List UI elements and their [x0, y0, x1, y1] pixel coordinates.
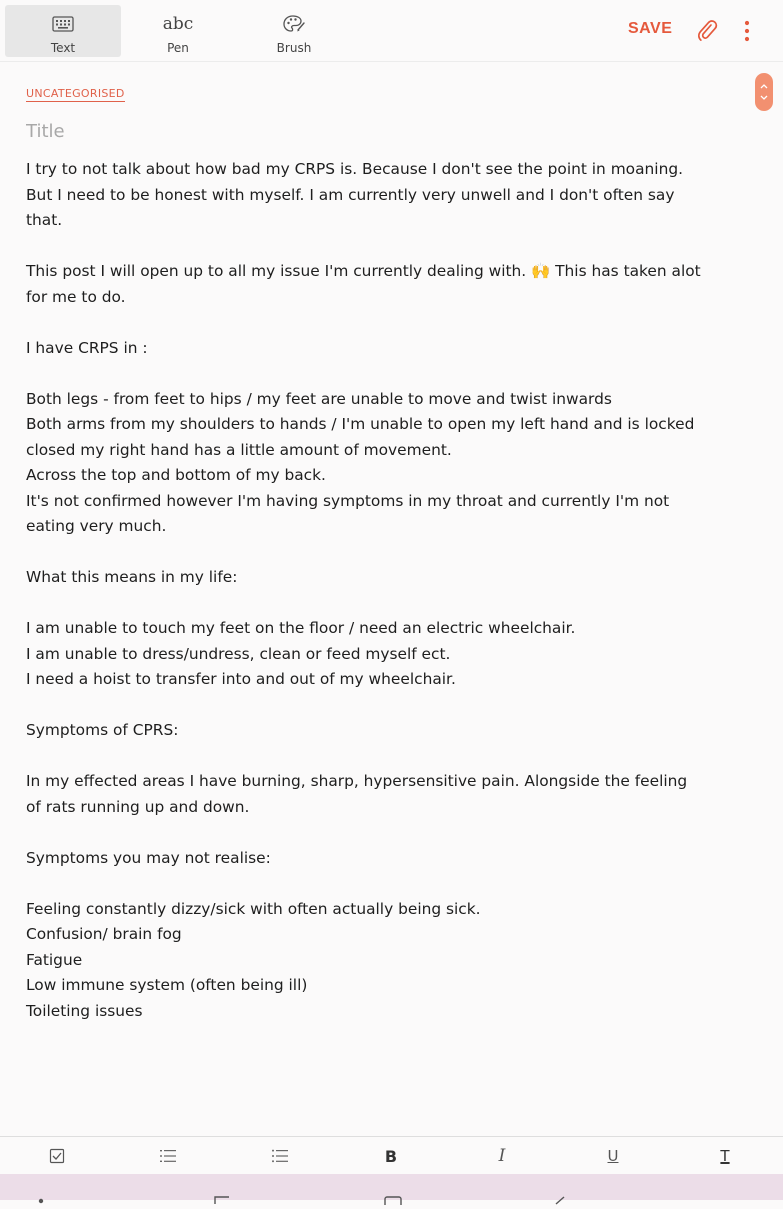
system-nav-bar [0, 1174, 783, 1200]
text-line: I am unable to dress/undress, clean or feed myself ect. [26, 644, 451, 663]
blank-line [26, 591, 756, 617]
note-body-editor[interactable] [26, 157, 756, 1024]
mode-tab-label: Pen [167, 41, 189, 55]
text-line: Symptoms of CPRS: [26, 721, 179, 739]
title-input[interactable] [26, 116, 726, 146]
blank-line [26, 820, 756, 846]
bold-button[interactable] [363, 1137, 419, 1175]
paperclip-icon[interactable] [696, 19, 718, 47]
italic-button[interactable] [474, 1137, 530, 1175]
text-line: I have CRPS in : [26, 338, 148, 357]
underline-button[interactable] [585, 1137, 641, 1175]
text-line: I need a hoist to transfer into and out of my wheelchair. [26, 670, 456, 688]
abc-pen-icon: abc [162, 14, 194, 34]
top-toolbar [0, 0, 783, 62]
checkbox-icon [49, 1148, 65, 1164]
text-line: of rats running up and down. [26, 797, 250, 816]
blank-line [26, 310, 756, 336]
mode-tab-text[interactable] [5, 5, 121, 57]
more-vert-icon[interactable] [738, 19, 756, 47]
text-line: Symptoms you may not realise: [26, 848, 271, 867]
scroll-arrows-icon [759, 79, 769, 105]
text-line: that. [26, 211, 63, 229]
mode-tab-label: Text [50, 41, 76, 55]
underline-icon: U [607, 1147, 619, 1165]
text-line: Confusion/ brain fog [26, 925, 182, 943]
text-line: This post I will open up to all my issue I'm currently dealing with. 🙌 This has taken alot [26, 262, 701, 280]
text-line: What this means in my life: [26, 568, 238, 586]
scroll-thumb[interactable] [755, 73, 773, 111]
text-line: I am unable to touch my feet on the floor / need an electric wheelchair. [26, 619, 576, 637]
format-toolbar [0, 1136, 783, 1174]
italic-icon: I [498, 1146, 506, 1166]
text-line: Feeling constantly dizzy/sick with often actually being sick. [26, 899, 481, 918]
numbered-list-button[interactable] [140, 1137, 196, 1175]
blank-line [26, 871, 756, 897]
blank-line [26, 361, 756, 387]
keyboard-icon [52, 11, 74, 37]
blank-line [26, 234, 756, 260]
bullet-list-button[interactable] [252, 1137, 308, 1175]
text-line: I try to not talk about how bad my CRPS is. Because I don't see the point in moaning. [26, 160, 683, 178]
text-line: But I need to be honest with myself. I am currently very unwell and I don't often say [26, 185, 675, 204]
blank-line [26, 693, 756, 719]
text-line: for me to do. [26, 287, 126, 306]
bold-icon: B [384, 1146, 398, 1166]
numbered-list-icon [159, 1148, 177, 1164]
mode-tab-pen[interactable] [120, 5, 236, 57]
text-style-button[interactable] [697, 1137, 753, 1175]
save-button[interactable]: SAVE [628, 20, 673, 37]
palette-icon [282, 11, 306, 37]
text-line: Fatigue [26, 950, 83, 969]
bullet-list-icon [271, 1148, 289, 1164]
mode-tab-label: Brush [276, 41, 312, 55]
checkbox-button[interactable] [29, 1137, 85, 1175]
text-line: Both arms from my shoulders to hands / I'm unable to open my left hand and is locked [26, 415, 695, 433]
text-line: In my effected areas I have burning, sharp, hypersensitive pain. Alongside the feeling [26, 772, 688, 790]
text-line: It's not confirmed however I'm having symptoms in my throat and currently I'm not [26, 491, 670, 510]
text-line: Both legs - from feet to hips / my feet are unable to move and twist inwards [26, 389, 612, 408]
blank-line [26, 744, 756, 770]
text-line: Low immune system (often being ill) [26, 976, 308, 994]
text-style-icon: T [720, 1147, 730, 1165]
category-label[interactable]: UNCATEGORISED [26, 87, 125, 100]
blank-line [26, 540, 756, 566]
text-line: Toileting issues [26, 1001, 143, 1020]
text-line: Across the top and bottom of my back. [26, 466, 326, 484]
text-line: eating very much. [26, 517, 167, 535]
mode-tab-brush[interactable] [236, 5, 352, 57]
text-line: closed my right hand has a little amount of movement. [26, 440, 452, 459]
